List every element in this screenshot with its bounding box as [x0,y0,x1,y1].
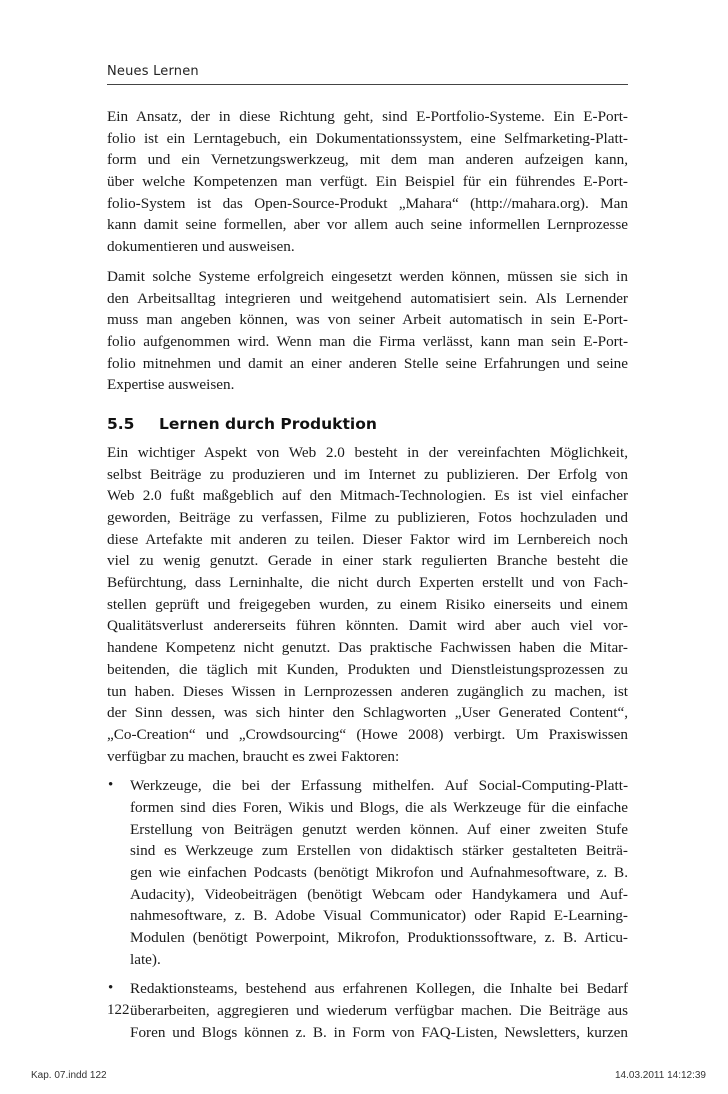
text-line: Redaktionsteams, bestehend aus erfahrenen Kollegen, die Inhalte bei Bedarf [130,980,628,998]
text-line: tun haben. Dieses Wissen in Lernprozessen anderen zugänglich zu machen, ist [107,682,628,700]
text-line: Ein Ansatz, der in diese Richtung geht, sind E-Portfolio-Systeme. Ein E-Port- [107,108,628,125]
text-line: sind es Werkzeuge zum Erstellen von didaktisch stärker gestalteten Beiträ- [130,842,628,860]
body-text [107,106,628,1052]
paragraph-production [107,442,628,767]
text-line: handene Kompetenz nicht genutzt. Das praktische Fachwissen haben die Mitar- [107,639,628,657]
print-slug-timestamp: 14.03.2011 14:12:39 [614,1070,706,1081]
text-line: gen wie einfachen Podcasts (benötigt Mikrofon und Aufnahmesoftware, z. B. [130,864,628,881]
text-line: diese Artefakte mit anderen zu teilen. Dieser Faktor wird im Lernbereich noch [107,530,628,548]
running-head: Neues Lernen [107,64,199,79]
page-number: 122 [107,1002,130,1018]
text-line: formen sind dies Foren, Wikis und Blogs, die als Werkzeuge für die einfache [130,798,628,816]
text-line: folio aufgenommen wird. Wenn man die Firma verlässt, kann man sein E-Port- [107,332,628,350]
text-line: Erstellung von Beiträgen genutzt werden können. Auf einer zweiten Stufe [130,820,628,838]
text-line: kann damit seine formellen, aber vor allem auch seine informellen Lernprozesse [107,216,628,234]
text-line: folio mitnehmen und damit an einer anderen Stelle seine Erfahrungen und seine [107,354,628,372]
section-heading [107,414,628,436]
text-line: verfügbar zu machen, braucht es zwei Faktoren: [107,747,400,765]
text-line: stellen geprüft und freigegeben wurden, zu einem Risiko einerseits und einem [107,595,628,613]
text-line: Werkzeuge, die bei der Erfassung mithelfen. Auf Social-Computing-Platt- [130,777,628,795]
text-line: Ein wichtiger Aspekt von Web 2.0 besteht in der vereinfachten Möglichkeit, [107,443,628,461]
text-line: viel zu wenig genutzt. Gerade in einer stark regulierten Branche besteht die [107,552,628,570]
text-line: selbst Beiträge zu produzieren und im Internet zu publizieren. Der Erfolg von [107,465,628,483]
bullet-icon: • [108,777,114,794]
section-title: Lernen durch Produktion [159,414,377,433]
section-number: 5.5 [107,414,135,433]
text-line: der Sinn dessen, was sich hinter den Schlagworten „User Generated Content“, [107,704,628,722]
text-line: muss man angeben können, was von seiner Arbeit automatisch in sein E-Port- [107,311,628,329]
text-line: folio ist ein Lerntagebuch, ein Dokumentationssystem, eine Selfmarketing-Platt- [107,129,628,147]
text-line: Modulen (benötigt Powerpoint, Mikrofon, Produktionssoftware, z. B. Articu- [130,929,628,947]
paragraph-systems [107,266,628,396]
bullet-item-tools [107,775,628,970]
text-line: late). [130,950,161,968]
text-line: Befürchtung, dass Lerninhalte, die nicht durch Experten erstellt und von Fach- [107,574,628,592]
text-line: den Arbeitsalltag integrieren und weitgehend automatisiert sein. Als Lernender [107,289,628,307]
paragraph-eportfolio [107,106,628,258]
text-line: beitenden, die täglich mit Kunden, Produkten und Dienstleistungsprozessen zu [107,660,628,678]
bullet-icon: • [108,980,114,997]
bullet-item-editorial-teams [107,978,628,1043]
text-line: Audacity), Videobeiträgen (benötigt Webcam oder Handykamera und Auf- [130,885,628,903]
text-line: Damit solche Systeme erfolgreich eingesetzt werden können, müssen sie sich in [107,267,628,285]
print-slug-file: Kap. 07.indd 122 [31,1070,107,1081]
text-line: dokumentieren und ausweisen. [107,238,295,256]
text-line: überarbeiten, aggregieren und wiederum verfügbar machen. Die Beiträge aus [130,1002,628,1020]
text-line: Web 2.0 fußt maßgeblich auf den Mitmach-Technologien. Es ist viel einfacher [107,487,628,505]
text-line: Qualitätsverlust andererseits führen könnten. Damit wird aber auch viel vor- [107,617,628,635]
text-line: Expertise ausweisen. [107,376,235,394]
text-line: Foren und Blogs können z. B. in Form von FAQ-Listen, Newsletters, kurzen [130,1023,628,1041]
text-line: nahmesoftware, z. B. Adobe Visual Communicator) oder Rapid E-Learning- [130,907,628,925]
text-line: „Co-Creation“ und „Crowdsourcing“ (Howe 2008) verbirgt. Um Praxiswissen [107,725,628,743]
text-line: form und ein Vernetzungswerkzeug, mit dem man anderen aufzeigen kann, [107,151,628,169]
text-line: folio-System ist das Open-Source-Produkt „Mahara“ (http://mahara.org). Man [107,194,628,212]
text-line: geworden, Beiträge zu verfassen, Filme zu publizieren, Fotos hochzuladen und [107,509,628,526]
header-rule [107,84,628,85]
text-line: über welche Kompetenzen man verfügt. Ein Beispiel für ein führendes E-Port- [107,173,628,191]
